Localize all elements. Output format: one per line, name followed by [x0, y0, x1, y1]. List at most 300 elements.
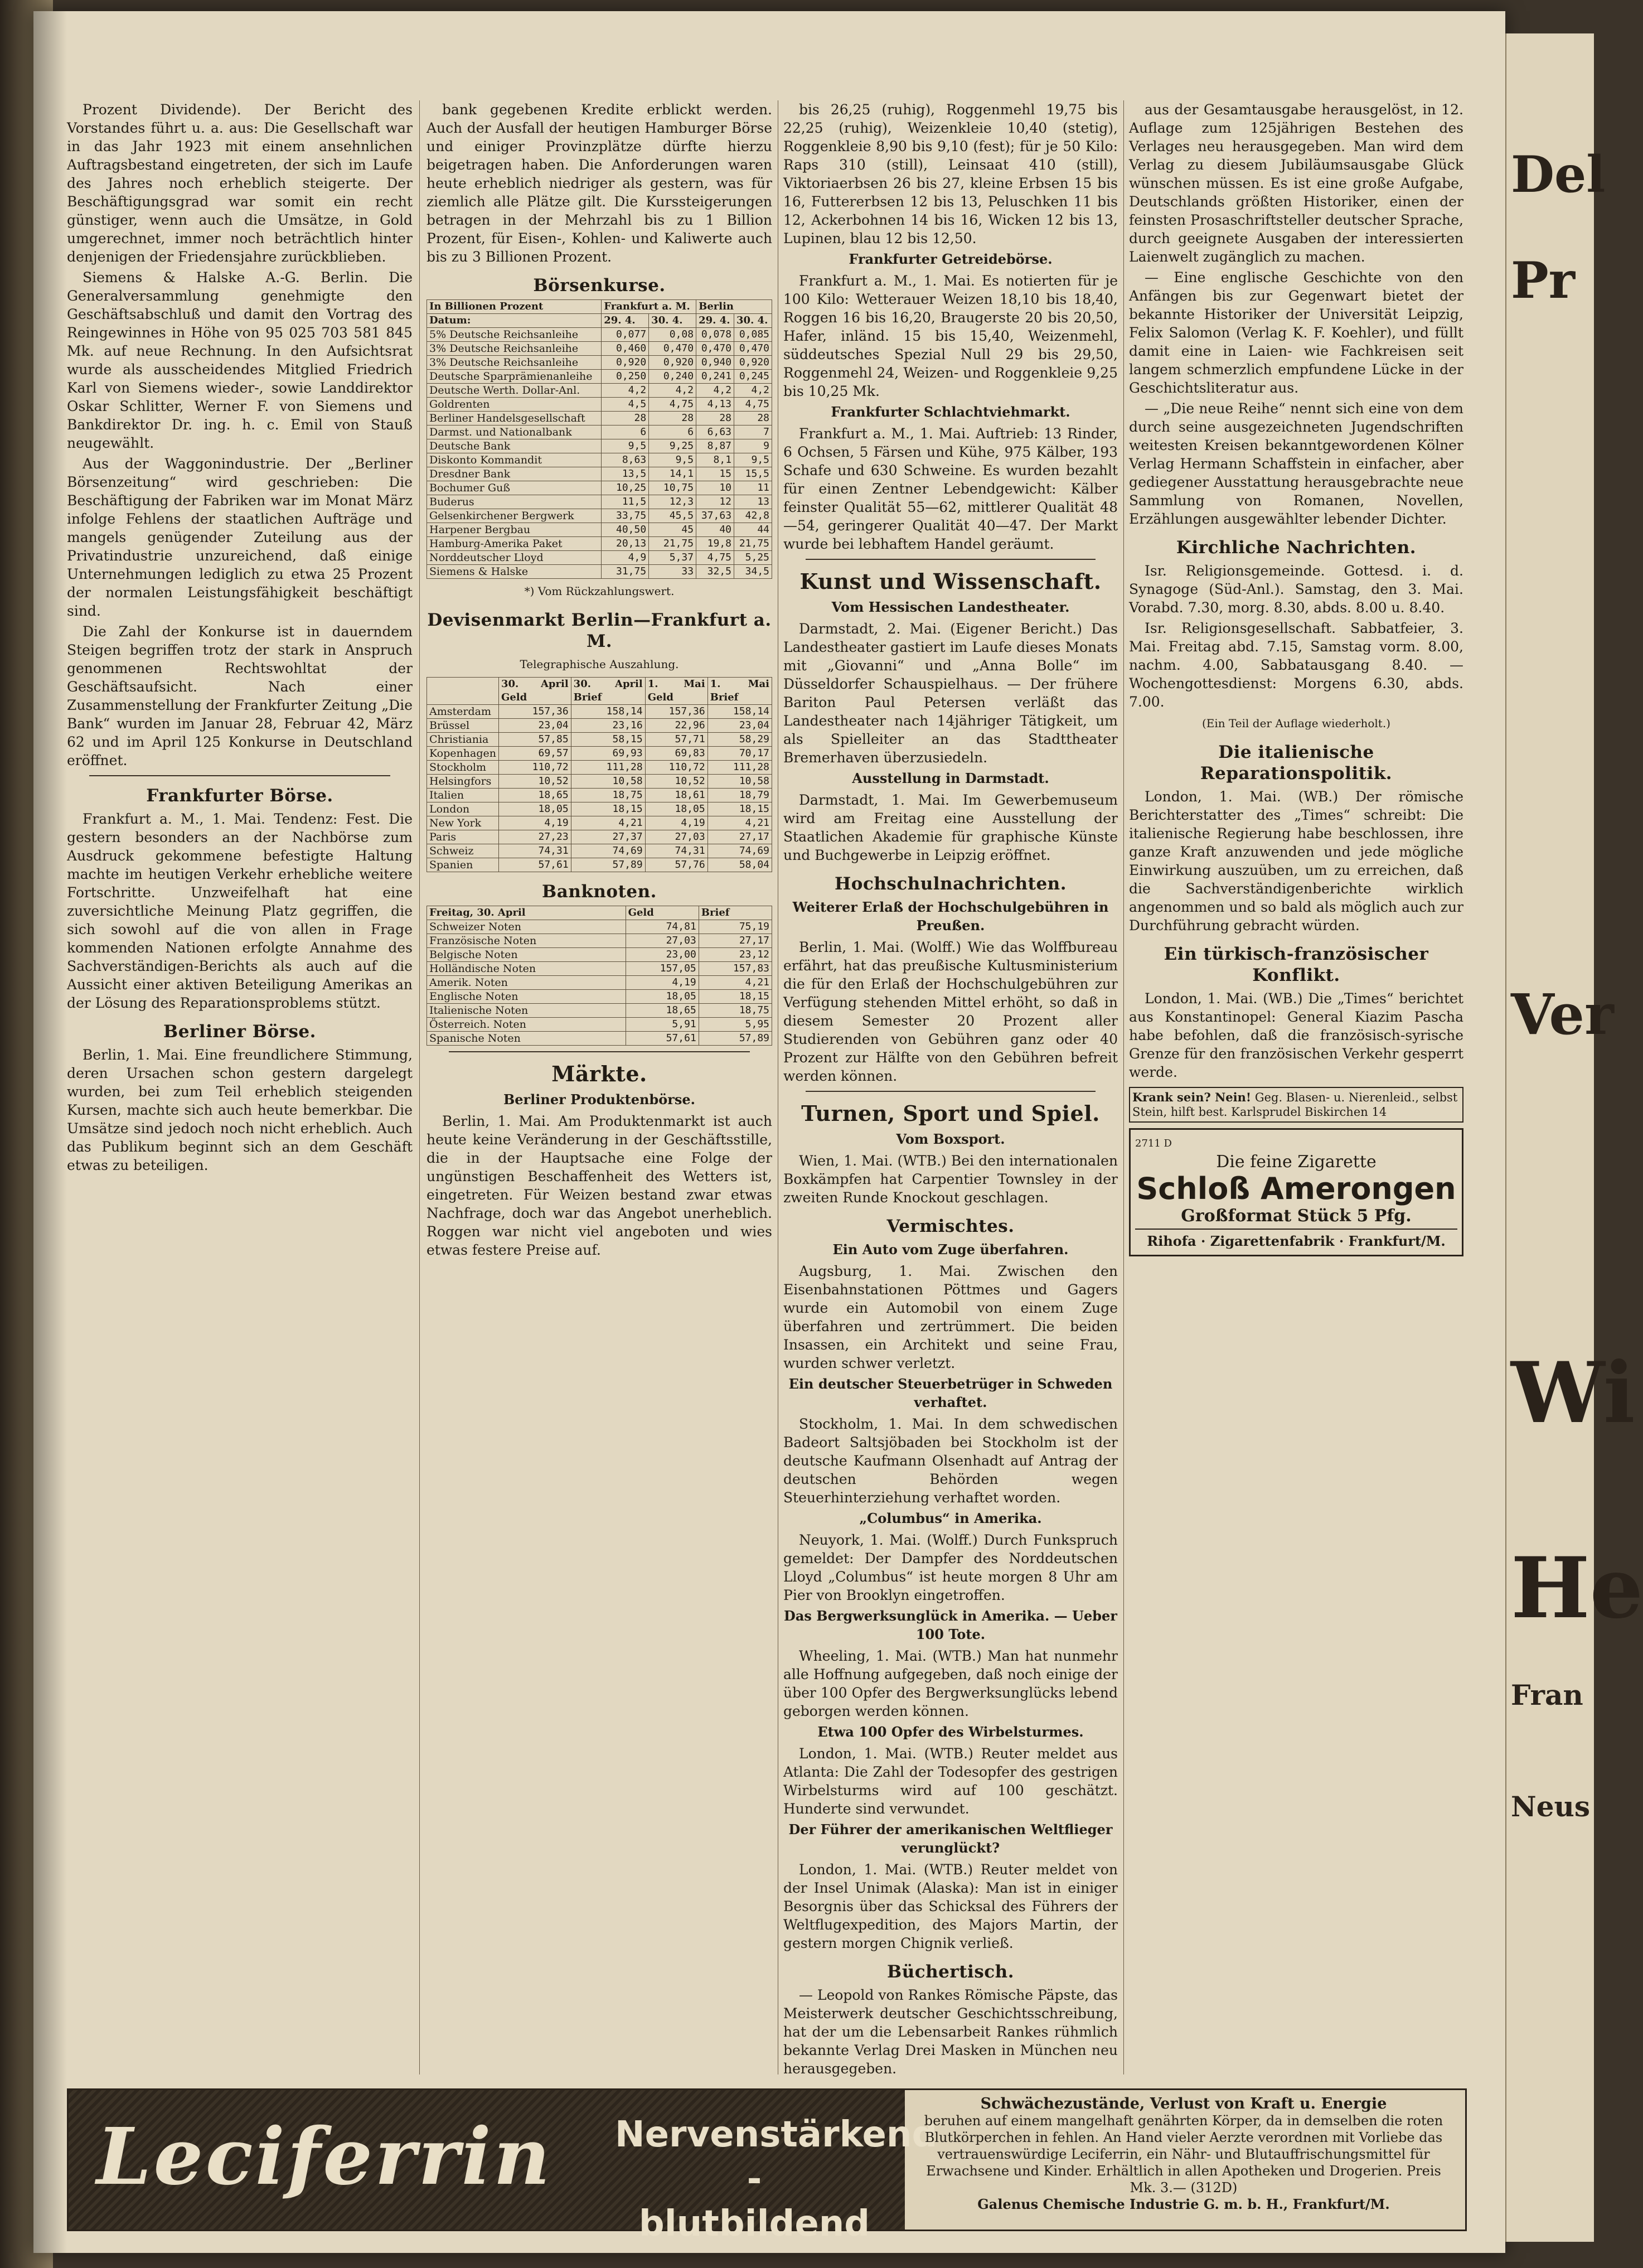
table-cell: 158,14	[707, 705, 772, 719]
table-cell: 4,13	[696, 398, 734, 412]
table-row	[427, 962, 772, 976]
table-cell: 18,05	[645, 802, 707, 816]
row-label: Goldrenten	[427, 398, 602, 412]
table-cell: 8,87	[696, 439, 734, 453]
row-label: 3% Deutsche Reichsanleihe	[427, 356, 602, 370]
table-header: Frankfurt a. M.	[602, 300, 696, 314]
table-cell: 28	[602, 412, 649, 425]
table-row	[427, 733, 772, 747]
table-row	[427, 948, 772, 962]
table-cell: 111,28	[571, 761, 645, 775]
row-label: Brüssel	[427, 719, 499, 733]
table-row	[427, 844, 772, 858]
cigarette-ad	[1129, 1128, 1463, 1256]
table-row	[427, 384, 772, 398]
row-label: Diskonto Kommandit	[427, 453, 602, 467]
paragraph: bis 26,25 (ruhig), Roggenmehl 19,75 bis 22,25 (ruhig), Weizenkleie 10,40 (stetig), Roggenkleie 8,90 bis 9,10 (fest); für je 50 Kilo: Raps 310 (still), Leinsaat 410 (still), Viktoriaerbsen 26 bis 27, kleine Erbsen 15 bis 16, Futtererbsen 12 bis 13, Peluschken 11 bis 12, Ackerbohnen 14 bis 16, Wicken 12 bis 13, Lupinen, blau 12 bis 12,50.	[783, 101, 1118, 246]
ad-label: Krank sein? Nein!	[1132, 1090, 1252, 1104]
table-cell: 8,1	[696, 453, 734, 467]
table-cell: 4,19	[626, 976, 699, 990]
table-cell: 28	[649, 412, 696, 425]
table-cell: 4,2	[734, 384, 772, 398]
table-row	[427, 398, 772, 412]
table-cell: 57,76	[645, 858, 707, 872]
table-cell: 57,61	[498, 858, 571, 872]
table-cell: 45	[649, 523, 696, 537]
table-cell: 9,5	[649, 453, 696, 467]
row-label: Spanische Noten	[427, 1032, 626, 1046]
paragraph: bank gegebenen Kredite erblickt werden. Auch der Ausfall der heutigen Hamburger Börse und einiger Provinzplätze dürfte hierzu beigetragen haben. Die Anforderungen waren heute erheblich niedriger als gestern, was für ziemlich alle Plätze gilt. Die Kurssteigerungen betragen in der Mehrzahl bis zu 1 Billion Prozent, für Eisen-, Kohlen- und Kaliwerte auch bis zu 3 Billionen Prozent.	[426, 101, 772, 265]
table-row	[427, 934, 772, 948]
table-cell: 28	[734, 412, 772, 425]
table-cell: 18,15	[699, 990, 772, 1004]
table-row	[427, 356, 772, 370]
table-row	[427, 990, 772, 1004]
subheading: Ausstellung in Darmstadt.	[852, 770, 1049, 786]
column-4	[1129, 100, 1463, 2074]
paragraph: Berlin, 1. Mai. Am Produktenmarkt ist auch heute keine Veränderung in der Geschäftsstille, die in der Hauptsache eine Folge der ungünstigen Beschaffenheit des Wetters ist, eingetreten. Für Weizen bestand zwar etwas Nachfrage, doch war das Angebot unerheblich. Roggen war nicht viel angeboten und wies etwas festere Preise auf.	[426, 1113, 772, 1258]
table-cell: 10,52	[498, 775, 571, 789]
table-row	[427, 467, 772, 481]
subheading: Das Bergwerksunglück in Amerika. — Ueber 100 Tote.	[784, 1608, 1117, 1642]
table-cell: 70,17	[707, 747, 772, 761]
paragraph: London, 1. Mai. (WB.) Die „Times“ berichtet aus Konstantinopel: General Kiazim Pascha habe befohlen, daß die französisch-syrische Grenze für den französischen Verkehr gesperrt werde.	[1129, 990, 1463, 1080]
table-cell: 21,75	[649, 537, 696, 551]
table-row	[427, 830, 772, 844]
table-cell: 74,69	[707, 844, 772, 858]
table-cell: 74,81	[626, 920, 699, 934]
column-1	[67, 100, 413, 2074]
table-cell: 13	[734, 495, 772, 509]
paragraph: — Eine englische Geschichte von den Anfängen bis zur Gegenwart bietet der bekannte Historiker der Universität Leipzig, Felix Salomon (Verlag K. F. Koehler), und füllt damit eine in Laien- wie Fachkreisen seit langem schmerzlich empfundene Lücke in der Geschichtsliteratur aus.	[1129, 269, 1463, 396]
ad-tagline: Die feine Zigarette	[1216, 1152, 1377, 1172]
row-label: 5% Deutsche Reichsanleihe	[427, 328, 602, 342]
divider	[806, 559, 1096, 560]
row-label: Englische Noten	[427, 990, 626, 1004]
row-label: London	[427, 802, 499, 816]
row-label: Deutsche Sparprämienanleihe	[427, 370, 602, 384]
subheading: Vom Boxsport.	[896, 1131, 1005, 1147]
table-cell: 20,13	[602, 537, 649, 551]
table-cell: 57,61	[626, 1032, 699, 1046]
paragraph: Aus der Waggonindustrie. Der „Berliner Börsenzeitung“ wird geschrieben: Die Beschäftigung der Fabriken war im Monat März infolge Fehlens der staatlichen Aufträge und mangels genügender Zuteilung aus der Privatindustrie unzureichend, daß einige Unternehmungen lediglich zu etwa 25 Prozent der normalen Leistungsfähigkeit beschäftigt sind.	[67, 456, 413, 619]
table-header: Berlin	[696, 300, 772, 314]
row-label: Holländische Noten	[427, 962, 626, 976]
table-cell: 0,240	[649, 370, 696, 384]
table-row	[427, 523, 772, 537]
table-cell: 0,920	[602, 356, 649, 370]
table-caption: Telegraphische Auszahlung.	[520, 657, 679, 671]
row-label: Italien	[427, 789, 499, 802]
row-label: Christiania	[427, 733, 499, 747]
paragraph: London, 1. Mai. (WTB.) Reuter meldet von der Insel Unimak (Alaska): Man ist in einiger Besorgnis über das Schicksal des Führers der Weltflugexpedition, des Majors Martin, der gestern morgen Chignik verließ.	[783, 1861, 1118, 1951]
table-cell: 111,28	[707, 761, 772, 775]
column-3	[783, 100, 1118, 2077]
table-cell: 158,14	[571, 705, 645, 719]
ad-headline: Schwächezustände, Verlust von Kraft u. Energie	[980, 2095, 1387, 2112]
table-row	[427, 1018, 772, 1032]
paragraph: Frankfurt a. M., 1. Mai. Tendenz: Fest. Die gestern besonders an der Nachbörse zum Ausdruck gekommene befestigte Haltung machte im heutigen Verkehr erhebliche weitere Fortschritte. Unzweifelhaft hat eine zuversichtliche Meinung Platz gegriffen, die sich sowohl auf die von allen in Frage kommenden Nationen erfolgte Annahme des Sachverständigen-Berichts als auch auf die Aussicht einer aktiven Beteiligung Amerikas an der Lösung des Reparationsproblems stützt.	[67, 811, 413, 1011]
table-cell: 4,75	[696, 551, 734, 565]
row-label: Österreich. Noten	[427, 1018, 626, 1032]
ad-slogan	[615, 2112, 938, 2246]
table-row	[427, 705, 772, 719]
classified-ad	[1129, 1087, 1463, 1123]
column-2	[426, 100, 772, 2074]
subheading: Der Führer der amerikanischen Weltflieger verunglückt?	[788, 1821, 1113, 1856]
table-row	[427, 481, 772, 495]
subheading: „Columbus“ in Amerika.	[859, 1510, 1042, 1526]
table-cell: 0,920	[734, 356, 772, 370]
table-cell: 4,2	[649, 384, 696, 398]
paragraph: Isr. Religionsgemeinde. Gottesd. i. d. Synagoge (Süd-Anl.). Samstag, den 3. Mai. Vorabd. 7.30, morg. 8.30, abds. 8.00 u. 8.40.	[1129, 563, 1463, 616]
paragraph: — „Die neue Reihe“ nennt sich eine von dem durch seine ausgezeichneten Jugendschriften weitesten Kreisen bekanntgewordenen Kölner Verlag Hermann Schaffstein in einfacher, aber gediegener Ausstattung herausgebrachte neue Sammlung von Romanen, Novellen, Erzählungen ausgewählter lebender Dichter.	[1129, 400, 1463, 527]
table-cell: 5,25	[734, 551, 772, 565]
table-cell: 21,75	[734, 537, 772, 551]
table-cell: 58,29	[707, 733, 772, 747]
next-page-fragment: Neus	[1511, 1790, 1591, 1823]
table-header: 1. Mai Brief	[707, 678, 772, 705]
table-header: 30. 4.	[649, 314, 696, 328]
table-header: 30. April Geld	[498, 678, 571, 705]
table-row	[427, 537, 772, 551]
subheading: Etwa 100 Opfer des Wirbelsturmes.	[817, 1724, 1084, 1740]
table-row	[427, 328, 772, 342]
table-row	[427, 551, 772, 565]
table-cell: 18,05	[498, 802, 571, 816]
row-label: New York	[427, 816, 499, 830]
table-cell: 9,5	[602, 439, 649, 453]
table-row	[427, 565, 772, 579]
table-cell: 0,077	[602, 328, 649, 342]
table-cell: 10	[696, 481, 734, 495]
table-cell: 157,83	[699, 962, 772, 976]
section-heading: Börsenkurse.	[533, 275, 666, 296]
table-cell: 4,19	[498, 816, 571, 830]
next-page-fragment: Wi	[1511, 1344, 1635, 1442]
table-row	[427, 453, 772, 467]
paragraph: Isr. Religionsgesellschaft. Sabbatfeier, 3. Mai. Freitag abd. 7.15, Samstag vorm. 8.00, nachm. 4.00, Sabbatausgang 8.40. — Wochengottesdienst: Morgens 6.30, abds. 7.00.	[1129, 620, 1463, 710]
table-header: 29. 4.	[602, 314, 649, 328]
table-cell: 22,96	[645, 719, 707, 733]
leciferrin-ad	[67, 2088, 1467, 2245]
row-label: Belgische Noten	[427, 948, 626, 962]
next-page-fragment: Del	[1511, 145, 1606, 204]
table-cell: 5,91	[626, 1018, 699, 1032]
table-cell: 19,8	[696, 537, 734, 551]
section-heading: Frankfurter Börse.	[146, 786, 333, 806]
binding-shadow	[33, 11, 67, 2253]
banknotes-table	[426, 906, 772, 1046]
row-label: Spanien	[427, 858, 499, 872]
table-cell: 15,5	[734, 467, 772, 481]
table-row	[427, 976, 772, 990]
table-cell: 23,04	[498, 719, 571, 733]
subheading: Vom Hessischen Landestheater.	[831, 599, 1070, 615]
table-header: Datum:	[427, 314, 602, 328]
paragraph: Neuyork, 1. Mai. (Wolff.) Durch Funkspruch gemeldet: Der Dampfer des Norddeutschen Lloyd „Columbus“ ist heute morgen 8 Uhr am Pier von Brooklyn eingetroffen.	[783, 1532, 1118, 1603]
table-cell: 9,25	[649, 439, 696, 453]
row-label: Bochumer Guß	[427, 481, 602, 495]
section-heading: Märkte.	[551, 1061, 647, 1086]
table-cell: 18,15	[707, 802, 772, 816]
table-cell: 0,085	[734, 328, 772, 342]
table-header: 1. Mai Geld	[645, 678, 707, 705]
section-heading: Devisenmarkt Berlin—Frankfurt a. M.	[427, 610, 772, 651]
section-heading: Die italienische Reparationspolitik.	[1200, 742, 1393, 784]
paragraph: Prozent Dividende). Der Bericht des Vorstandes führt u. a. aus: Die Gesellschaft war in das Jahr 1923 mit einem ansehnlichen Auftragsbestand eingetreten, der sich im Laufe des Jahres noch erheblich steigerte. Der Beschäftigungsgrad war somit ein recht günstiger, wenn auch die Umsätze, in Gold umgerechnet, immer noch beträchtlich hinter denjenigen der Friedensjahre zurückblieben.	[67, 101, 413, 265]
row-label: Deutsche Werth. Dollar-Anl.	[427, 384, 602, 398]
row-label: Kopenhagen	[427, 747, 499, 761]
paragraph: — Leopold von Rankes Römische Päpste, das Meisterwerk deutscher Geschichtsschreibung, hat der um die Lebensarbeit Rankes rühmlich bekannte Verlag Drei Masken in München neu herausgegeben.	[783, 1987, 1118, 2077]
table-cell: 14,1	[649, 467, 696, 481]
table-row	[427, 1032, 772, 1046]
table-cell: 57,85	[498, 733, 571, 747]
table-cell: 8,63	[602, 453, 649, 467]
table-cell: 33,75	[602, 509, 649, 523]
table-row	[427, 816, 772, 830]
ad-slogan-line: blutbildend	[638, 2203, 870, 2245]
table-row	[427, 747, 772, 761]
table-cell: 45,5	[649, 509, 696, 523]
table-row	[427, 719, 772, 733]
paragraph: Augsburg, 1. Mai. Zwischen den Eisenbahnstationen Pöttmes und Gagers wurde ein Automobil von einem Zuge überfahren und zertrümmert. Die beiden Insassen, ein Architekt und seine Frau, wurden schwer verletzt.	[783, 1263, 1118, 1371]
table-cell: 0,078	[696, 328, 734, 342]
table-cell: 27,23	[498, 830, 571, 844]
table-cell: 23,00	[626, 948, 699, 962]
subheading: Ein Auto vom Zuge überfahren.	[832, 1241, 1069, 1258]
table-cell: 0,920	[649, 356, 696, 370]
table-cell: 74,69	[571, 844, 645, 858]
table-cell: 10,52	[645, 775, 707, 789]
table-row	[427, 370, 772, 384]
table-cell: 12	[696, 495, 734, 509]
table-cell: 18,05	[626, 990, 699, 1004]
table-cell: 4,21	[571, 816, 645, 830]
table-cell: 0,470	[649, 342, 696, 356]
table-cell: 4,5	[602, 398, 649, 412]
table-header	[427, 678, 499, 705]
table-header: Geld	[626, 906, 699, 920]
table-row	[427, 425, 772, 439]
table-row	[427, 789, 772, 802]
paragraph: Siemens & Halske A.-G. Berlin. Die Generalversammlung genehmigte den Geschäftsabschluß und damit den Vortrag des Reingewinnes in Höhe von 95 025 703 581 845 Mk. auf neue Rechnung. In den Aufsichtsrat wurde als ausscheidendes Mitglied Friedrich Karl von Siemens wieder-, sowie Landdirektor Oskar Schlitter, Werner F. von Siemens und Bankdirektor Dr. ing. h. c. Emil von Stauß neugewählt.	[67, 269, 413, 451]
row-label: Norddeutscher Lloyd	[427, 551, 602, 565]
table-cell: 0,460	[602, 342, 649, 356]
table-cell: 57,89	[699, 1032, 772, 1046]
table-cell: 18,65	[498, 789, 571, 802]
ad-text-block	[916, 2096, 1451, 2224]
table-cell: 10,58	[707, 775, 772, 789]
table-cell: 4,21	[707, 816, 772, 830]
table-cell: 44	[734, 523, 772, 537]
table-row	[427, 1004, 772, 1018]
stock-quotes-table	[426, 299, 772, 579]
paragraph: London, 1. Mai. (WB.) Der römische Berichterstatter des „Times“ schreibt: Die italienische Regierung habe beschlossen, ihre ganze Kraft anzuwenden und jede mögliche Einwirkung auszuüben, um zu erreichen, daß die Sachverständigenberichte wirklich angenommen und so bald als möglich auch zur Durchführung gebracht würden.	[1129, 789, 1463, 934]
table-cell: 0,241	[696, 370, 734, 384]
table-cell: 157,05	[626, 962, 699, 976]
next-page-fragment: Ver	[1511, 981, 1614, 1047]
table-cell: 18,75	[571, 789, 645, 802]
table-cell: 0,08	[649, 328, 696, 342]
paragraph: Berlin, 1. Mai. Eine freundlichere Stimmung, deren Ursachen schon gestern dargelegt wurden, bei zum Teil erheblich steigenden Kursen, machte sich auch heute bemerkbar. Die Umsätze sind jedoch noch nicht erheblich. Auch das Publikum beginnt sich an dem Geschäft etwas zu beteiligen.	[67, 1047, 413, 1173]
section-heading: Ein türkisch-französischer Konflikt.	[1164, 944, 1429, 985]
table-cell: 57,89	[571, 858, 645, 872]
table-cell: 7	[734, 425, 772, 439]
table-cell: 69,83	[645, 747, 707, 761]
next-page-fragment: Pr	[1511, 251, 1576, 310]
table-header: 30. 4.	[734, 314, 772, 328]
table-cell: 6	[602, 425, 649, 439]
table-cell: 12,3	[649, 495, 696, 509]
section-heading: Turnen, Sport und Spiel.	[801, 1101, 1100, 1126]
table-cell: 27,03	[645, 830, 707, 844]
section-heading: Banknoten.	[542, 882, 657, 902]
table-cell: 57,71	[645, 733, 707, 747]
table-header: In Billionen Prozent	[427, 300, 602, 314]
next-page-fragment: Fran	[1511, 1679, 1583, 1711]
ad-body: beruhen auf einem mangelhaft genährten Körper, da in demselben die roten Blutkörperchen in fehlen. An Hand vieler Aerzte verordnen mit Vorliebe das vertrauenswürdige Leciferrin, ein Nähr- und Blutauffrischungsmittel für Erwachsene und Kinder. Erhältlich in allen Apotheken und Drogerien. Preis Mk. 3.— (312D)	[924, 2113, 1443, 2196]
subheading: Weiterer Erlaß der Hochschulgebühren in Preußen.	[792, 899, 1109, 934]
section-heading: Kunst und Wissenschaft.	[799, 569, 1102, 594]
table-row	[427, 920, 772, 934]
table-cell: 0,245	[734, 370, 772, 384]
row-label: Paris	[427, 830, 499, 844]
table-cell: 5,95	[699, 1018, 772, 1032]
subheading: Ein deutscher Steuerbetrüger in Schweden verhaftet.	[788, 1376, 1113, 1410]
ad-brand: Leciferrin	[96, 2111, 552, 2203]
section-heading: Kirchliche Nachrichten.	[1176, 538, 1417, 558]
table-cell: 4,75	[649, 398, 696, 412]
table-row	[427, 412, 772, 425]
subheading: Frankfurter Getreidebörse.	[849, 251, 1053, 267]
row-label: Amerik. Noten	[427, 976, 626, 990]
paragraph: Darmstadt, 1. Mai. Im Gewerbemuseum wird am Freitag eine Ausstellung der Staatlichen Akademie für graphische Künste und Buchgewerbe in Leipzig eröffnet.	[783, 792, 1118, 863]
paragraph: Frankfurt a. M., 1. Mai. Es notierten für je 100 Kilo: Wetterauer Weizen 18,10 bis 18,40, Roggen 16 bis 16,20, Braugerste 20 bis 20,50, Hafer, inländ. 15 bis 15,40, Weizenmehl, süddeutsches Spezial Null 29 bis 29,50, Roggenmehl 24, Weizen- und Roggenkleie 9,25 bis 10,25 Mk.	[783, 273, 1118, 399]
table-cell: 58,04	[707, 858, 772, 872]
section-heading: Vermischtes.	[886, 1216, 1015, 1236]
paragraph: Frankfurt a. M., 1. Mai. Auftrieb: 13 Rinder, 6 Ochsen, 5 Färsen und Kühe, 975 Kälber, 193 Schafe und 630 Schweine. Es wurden bezahlt für einen Zentner Lebendgewicht: Kälber feinster Qualität 55—62, mittlerer Qualität 48—54, geringerer Qualität 40—47. Der Markt wurde bei lebhaftem Handel geräumt.	[783, 425, 1118, 552]
table-cell: 18,75	[699, 1004, 772, 1018]
next-page-edge	[1505, 33, 1643, 2242]
table-cell: 0,940	[696, 356, 734, 370]
table-cell: 32,5	[696, 565, 734, 579]
next-page-fragment: He	[1511, 1539, 1643, 1637]
row-label: Darmst. und Nationalbank	[427, 425, 602, 439]
row-label: Schweizer Noten	[427, 920, 626, 934]
table-cell: 4,75	[734, 398, 772, 412]
table-cell: 28	[696, 412, 734, 425]
row-label: Stockholm	[427, 761, 499, 775]
table-cell: 0,470	[696, 342, 734, 356]
row-label: 3% Deutsche Reichsanleihe	[427, 342, 602, 356]
table-cell: 110,72	[645, 761, 707, 775]
table-cell: 110,72	[498, 761, 571, 775]
subheading: Berliner Produktenbörse.	[503, 1091, 696, 1108]
table-cell: 10,25	[602, 481, 649, 495]
stock-quotes-body	[427, 328, 772, 579]
table-row	[427, 802, 772, 816]
currency-body	[427, 705, 772, 872]
row-label: Deutsche Bank	[427, 439, 602, 453]
table-cell: 4,21	[699, 976, 772, 990]
table-cell: 27,17	[707, 830, 772, 844]
column-rule	[1123, 100, 1124, 2074]
table-cell: 13,5	[602, 467, 649, 481]
ad-subtitle: Großformat Stück 5 Pfg.	[1181, 1206, 1412, 1226]
table-cell: 33	[649, 565, 696, 579]
table-cell: 27,03	[626, 934, 699, 948]
table-cell: 9	[734, 439, 772, 453]
table-cell: 10,58	[571, 775, 645, 789]
ad-slogan-line: Nervenstärkend -	[615, 2114, 938, 2200]
table-cell: 42,8	[734, 509, 772, 523]
table-cell: 0,470	[734, 342, 772, 356]
divider	[806, 1091, 1096, 1092]
table-cell: 4,2	[696, 384, 734, 398]
table-cell: 0,250	[602, 370, 649, 384]
table-cell: 23,04	[707, 719, 772, 733]
row-label: Italienische Noten	[427, 1004, 626, 1018]
table-cell: 18,61	[645, 789, 707, 802]
table-cell: 40	[696, 523, 734, 537]
paragraph: Die Zahl der Konkurse ist in dauerndem Steigen begriffen trotz der stark in Anspruch genommenen Rechtswohltat der Geschäftsaufsicht. Nach einer Zusammenstellung der Frankfurter Zeitung „Die Bank“ wurden im Januar 28, Februar 42, März 62 und im April 125 Konkurse in Deutschland eröffnet.	[67, 623, 413, 768]
row-label: Harpener Bergbau	[427, 523, 602, 537]
paragraph: Darmstadt, 2. Mai. (Eigener Bericht.) Das Landestheater gastiert im Laufe dieses Monats mit „Giovanni“ und „Anna Bolle“ im Düsseldorfer Schauspielhaus. — Der frühere Bariton Paul Petersen verläßt das Landestheater nach 14jähriger Tätigkeit, um als Spielleiter an das Stadttheater Bremerhaven überzusiedeln.	[783, 621, 1118, 766]
ad-code: 2711 D	[1135, 1138, 1172, 1149]
row-label: Helsingfors	[427, 775, 499, 789]
table-cell: 6,63	[696, 425, 734, 439]
table-cell: 5,37	[649, 551, 696, 565]
table-cell: 69,93	[571, 747, 645, 761]
column-rule	[419, 100, 420, 2074]
ad-banner	[69, 2090, 938, 2245]
table-cell: 4,19	[645, 816, 707, 830]
section-heading: Büchertisch.	[887, 1962, 1014, 1982]
edition-note: (Ein Teil der Auflage wiederholt.)	[1201, 717, 1391, 730]
subheading: Frankfurter Schlachtviehmarkt.	[831, 404, 1070, 420]
table-cell: 27,37	[571, 830, 645, 844]
table-cell: 40,50	[602, 523, 649, 537]
row-label: Buderus	[427, 495, 602, 509]
row-label: Dresdner Bank	[427, 467, 602, 481]
table-cell: 18,79	[707, 789, 772, 802]
paragraph: Wien, 1. Mai. (WTB.) Bei den internationalen Boxkämpfen hat Carpentier Townsley in der zweiten Runde Knockout geschlagen.	[783, 1153, 1118, 1206]
paragraph: aus der Gesamtausgabe herausgelöst, in 12. Auflage zum 125jährigen Bestehen des Verlages neu herausgegeben. Man wird dem Verlag zu diesem Jubiläumsausgabe Glück wünschen müssen. Es ist eine große Aufgabe, Deutschlands größten Historiker, einen der feinsten Prosaschriftsteller deutscher Sprache, durch geeignete Ausgaben der interessierten Laienwelt zugänglich zu machen.	[1129, 101, 1463, 265]
table-cell: 11,5	[602, 495, 649, 509]
ad-maker: Rihofa · Zigarettenfabrik · Frankfurt/M.	[1135, 1229, 1457, 1250]
divider	[89, 775, 390, 776]
table-header: Brief	[699, 906, 772, 920]
table-cell: 23,16	[571, 719, 645, 733]
row-label: Berliner Handelsgesellschaft	[427, 412, 602, 425]
table-header: Freitag, 30. April	[427, 906, 626, 920]
table-cell: 6	[649, 425, 696, 439]
table-cell: 9,5	[734, 453, 772, 467]
row-label: Hamburg-Amerika Paket	[427, 537, 602, 551]
row-label: Französische Noten	[427, 934, 626, 948]
table-cell: 23,12	[699, 948, 772, 962]
section-heading: Berliner Börse.	[163, 1022, 316, 1042]
table-cell: 18,15	[571, 802, 645, 816]
table-cell: 10,75	[649, 481, 696, 495]
paragraph: Berlin, 1. Mai. (Wolff.) Wie das Wolffbureau erfährt, hat das preußische Kultusministerium die für den Erlaß der Hochschulgebühren zur Verfügung stehenden Mittel erhöht, so daß in diesem Semester 20 Prozent aller Studierenden von Gebühren ganz oder 40 Prozent zur Hälfte von den Gebühren befreit werden können.	[783, 939, 1118, 1084]
ad-maker: Galenus Chemische Industrie G. m. b. H., Frankfurt/M.	[977, 2196, 1390, 2212]
row-label: Siemens & Halske	[427, 565, 602, 579]
table-row	[427, 342, 772, 356]
table-cell: 75,19	[699, 920, 772, 934]
table-cell: 37,63	[696, 509, 734, 523]
